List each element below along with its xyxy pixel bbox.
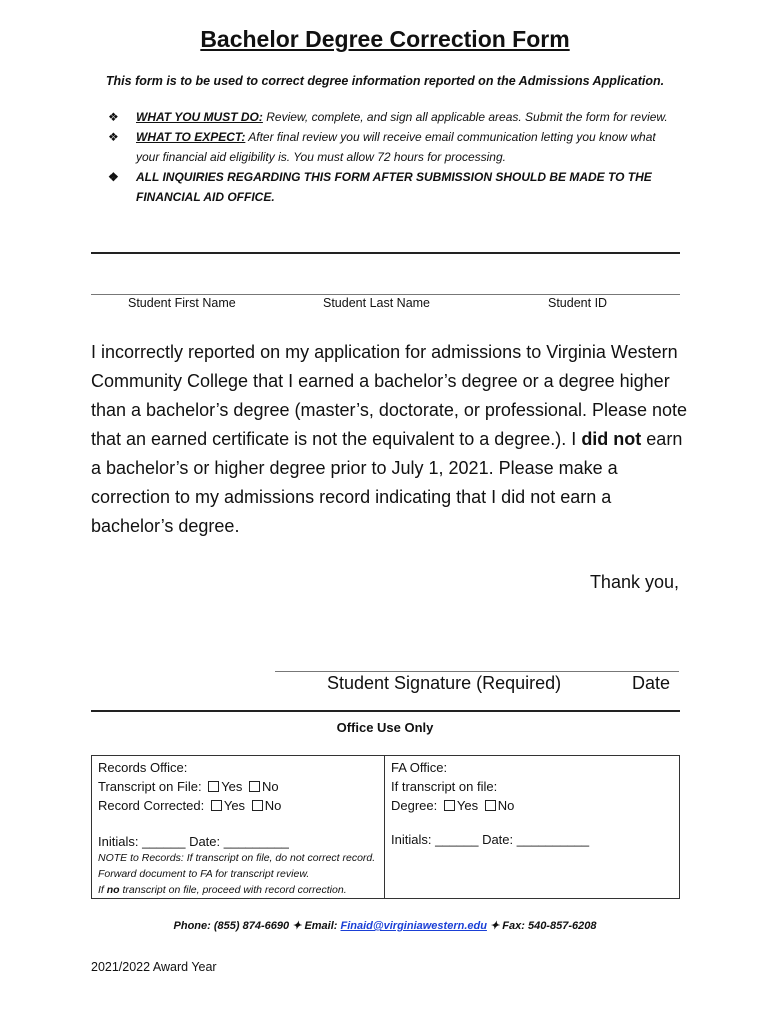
student-id-label: Student ID [548, 296, 608, 310]
records-transcript-yes-checkbox[interactable] [208, 781, 219, 792]
thank-you: Thank you, [589, 572, 679, 592]
fa-degree-yes-checkbox[interactable] [444, 800, 455, 811]
fa-degree-label: Degree: [391, 798, 438, 813]
records-corrected-yes-checkbox[interactable] [211, 800, 222, 811]
date-label: Date [632, 673, 671, 693]
signature-label: Student Signature (Required) [327, 673, 562, 693]
signature-line[interactable] [275, 671, 679, 672]
office-use-table [91, 755, 680, 899]
fa-office-title: FA Office: [391, 760, 448, 775]
instruction-list [108, 107, 668, 207]
records-note-line2: transcript on file, proceed with record correction. [119, 884, 347, 896]
statement-part2: earn a bachelor’s or higher degree prior to July 1, 2021. Please make a correction to my admissions record indicating that I did not earn a bachelor’s degree. [91, 429, 683, 536]
fax-text: Fax: 540-857-6208 [502, 920, 597, 932]
fa-degree-row [391, 796, 514, 815]
records-corrected-row [98, 796, 281, 815]
records-note-emphasis: no [106, 884, 120, 896]
section-divider [91, 710, 680, 712]
fa-degree-no-checkbox[interactable] [485, 800, 496, 811]
name-entry-line[interactable] [91, 294, 680, 295]
inquiries-text: ALL INQUIRIES REGARDING THIS FORM AFTER SUBMISSION SHOULD BE MADE TO THE FINANCIAL AID OFFICE. [136, 170, 652, 204]
records-corrected-no-checkbox[interactable] [252, 800, 263, 811]
fa-office-cell [391, 758, 514, 815]
form-intro: This form is to be used to correct degree information reported on the Admissions Application. [105, 74, 665, 88]
last-name-label: Student Last Name [323, 296, 431, 310]
fa-transcript-label: If transcript on file: [391, 779, 498, 794]
section-divider [91, 252, 680, 254]
records-transcript-no-checkbox[interactable] [249, 781, 260, 792]
records-note-prefix: If [98, 884, 107, 896]
yes-label: Yes [223, 798, 246, 813]
records-note-line1: NOTE to Records: If transcript on file, do not correct record. Forward document to FA for transcript review. [98, 852, 376, 880]
email-link[interactable]: Finaid@virginiawestern.edu [340, 920, 487, 932]
separator-icon: ✦ [292, 920, 302, 932]
separator-icon: ✦ [490, 920, 500, 932]
records-transcript-row [98, 777, 281, 796]
instruction-must-do [108, 107, 668, 127]
no-label: No [262, 779, 279, 794]
form-title: Bachelor Degree Correction Form [200, 26, 570, 52]
yes-label: Yes [456, 798, 479, 813]
table-divider [384, 756, 385, 898]
instruction-inquiries [108, 167, 668, 207]
records-office-title: Records Office: [98, 760, 188, 775]
diamond-bullet-icon: ❖ [108, 110, 119, 124]
records-office-cell [98, 758, 281, 815]
must-do-lead: WHAT YOU MUST DO: [136, 110, 263, 124]
records-note [98, 850, 383, 898]
fa-initials[interactable]: Initials: ______ Date: __________ [391, 832, 590, 847]
phone-text: Phone: (855) 874-6690 [173, 920, 290, 932]
award-year: 2021/2022 Award Year [91, 960, 217, 974]
diamond-bullet-icon: ❖ [108, 130, 119, 144]
must-do-text: Review, complete, and sign all applicable areas. Submit the form for review. [262, 110, 668, 124]
no-label: No [264, 798, 282, 813]
diamond-bullet-icon: ❖ [108, 170, 119, 184]
records-corrected-label: Record Corrected: [98, 798, 205, 813]
statement-paragraph [91, 338, 691, 541]
records-initials[interactable]: Initials: ______ Date: _________ [98, 834, 289, 849]
expect-lead: WHAT TO EXPECT: [136, 130, 246, 144]
email-label: Email: [304, 920, 338, 932]
yes-label: Yes [221, 779, 243, 794]
instruction-expect [108, 127, 668, 167]
contact-footer [0, 919, 770, 932]
statement-emphasis: did not [581, 429, 642, 449]
no-label: No [497, 798, 515, 813]
statement-part1: I incorrectly reported on my application for admissions to Virginia Western Community College that I earned a bachelor’s degree or a degree higher than a bachelor’s degree (master’s, doctorate, or professional. Please note that an earned certificate is not the equivalent to a degree.). I [91, 342, 688, 449]
first-name-label: Student First Name [128, 296, 236, 310]
records-transcript-label: Transcript on File: [98, 779, 202, 794]
expect-text: After final review you will receive email communication letting you know what your financial aid eligibility is. You must allow 72 hours for processing. [136, 130, 656, 164]
office-use-heading: Office Use Only [336, 720, 434, 735]
